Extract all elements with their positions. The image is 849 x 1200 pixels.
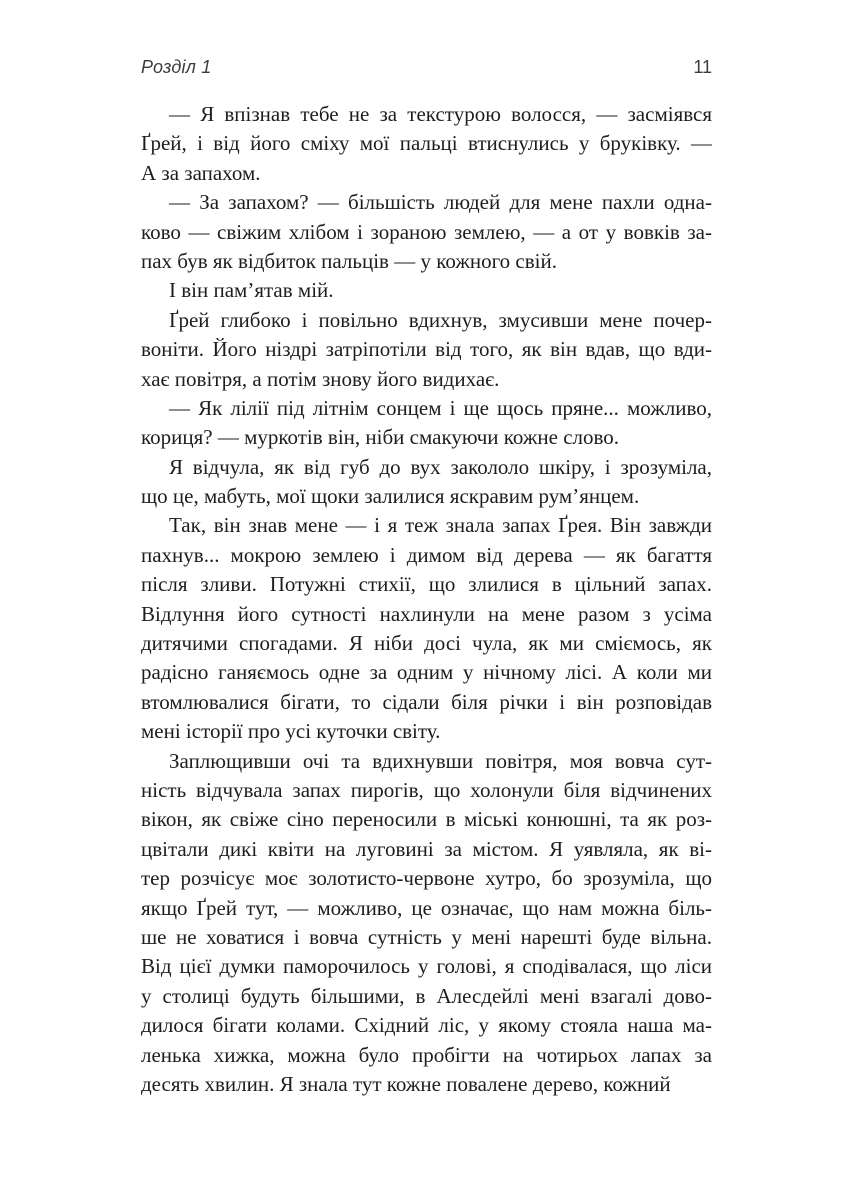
text-line: А за запахом. — [141, 160, 261, 185]
text-line: десять хвилин. Я знала тут кожне повалене дерево, кожний — [141, 1071, 671, 1096]
text-line: Ґрей, і від його сміху мої пальці втиснулись у бруківку. — — [141, 131, 712, 156]
paragraph — [141, 276, 712, 305]
text-line: радісно ганяємось одне за одним у нічному лісі. А коли ми — [141, 660, 712, 685]
text-line: дилося бігати колами. Східний ліс, у якому стояла наша ма- — [141, 1013, 712, 1038]
text-line: Відлуння його сутності нахлинули на мене разом з усіма — [141, 601, 712, 626]
chapter-label: Розділ 1 — [141, 57, 212, 77]
text-line: у столиці будуть більшими, в Алесдейлі мені взагалі дово- — [141, 983, 712, 1008]
text-line: І він пам’ятав мій. — [169, 278, 334, 303]
text-line: Ґрей глибоко і повільно вдихнув, змусивши мене почер- — [169, 307, 712, 332]
text-line: Так, він знав мене — і я теж знала запах Ґрея. Він завжди — [169, 513, 712, 538]
text-line: втомлювалися бігати, то сідали біля річки і він розповідав — [141, 689, 712, 714]
paragraph — [141, 306, 712, 394]
page-number: 11 — [693, 57, 712, 77]
text-line: цвітали дикі квіти на луговині за містом. Я уявляла, як ві- — [141, 836, 712, 861]
text-line: — Як лілії під літнім сонцем і ще щось пряне... можливо, — [169, 395, 712, 420]
text-line: Я відчула, як від губ до вух закололо шкіру, і зрозуміла, — [169, 454, 712, 479]
text-line: пахнув... мокрою землею і димом від дерева — як багаття — [141, 542, 712, 567]
text-line: ленька хижка, можна було пробігти на чотирьох лапах за — [141, 1042, 712, 1067]
text-line: тер розчісує моє золотисто-червоне хутро, бо зрозуміла, що — [141, 866, 712, 891]
text-line: мені історії про усі куточки світу. — [141, 719, 441, 744]
text-line: що це, мабуть, мої щоки залилися яскравим рум’янцем. — [141, 484, 640, 509]
text-line: ково — свіжим хлібом і зораною землею, — а от у вовків за- — [141, 219, 712, 244]
paragraph — [141, 511, 712, 746]
paragraph — [141, 100, 712, 188]
text-line: ше не ховатися і вовча сутність у мені нарешті буде вільна. — [141, 924, 712, 949]
text-line: якщо Ґрей тут, — можливо, це означає, що нам можна біль- — [141, 895, 712, 920]
text-line: вікон, як свіже сіно переносили в міські конюшні, та як роз- — [141, 807, 712, 832]
running-header — [141, 56, 712, 78]
text-line: пах був як відбиток пальців — у кожного свій. — [141, 248, 557, 273]
text-line: кориця? — муркотів він, ніби смакуючи кожне слово. — [141, 425, 620, 450]
text-line: — Я впізнав тебе не за текстурою волосся, — засміявся — [169, 102, 712, 126]
paragraph — [141, 188, 712, 276]
text-line: ність відчувала запах пирогів, що холонули біля відчинених — [141, 777, 712, 802]
text-line: хає повітря, а потім знову його видихає. — [141, 366, 500, 391]
paragraph — [141, 453, 712, 512]
paragraph — [141, 394, 712, 453]
body-text — [141, 100, 712, 1099]
text-line: дитячими спогадами. Я ніби досі чула, як ми сміємось, як — [141, 631, 712, 656]
text-line: Заплющивши очі та вдихнувши повітря, моя вовча сут- — [169, 748, 712, 773]
text-line: після зливи. Потужні стихії, що злилися в цільний запах. — [141, 572, 712, 597]
text-line: Від цієї думки паморочилось у голові, я сподівалася, що ліси — [141, 954, 712, 979]
paragraph — [141, 747, 712, 1100]
text-line: — За запахом? — більшість людей для мене пахли одна- — [169, 190, 712, 215]
text-line: воніти. Його ніздрі затріпотіли від того, як він вдав, що вди- — [141, 337, 712, 362]
